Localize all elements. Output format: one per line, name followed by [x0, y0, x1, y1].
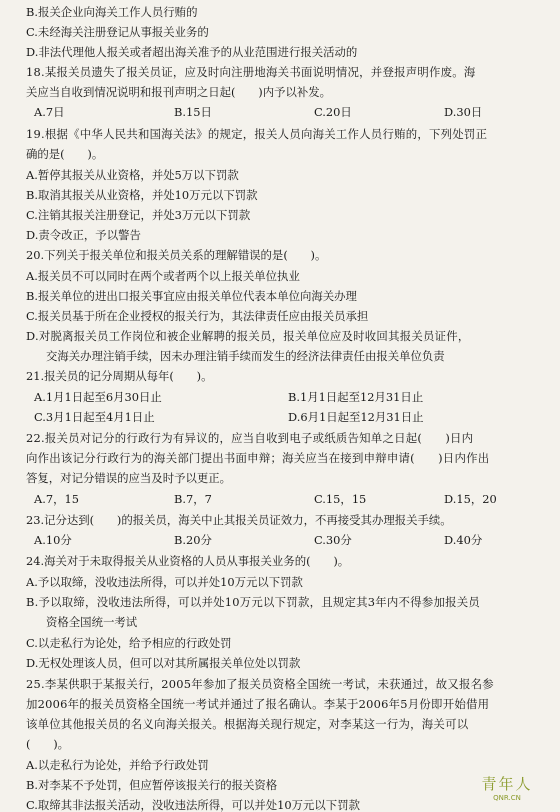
option-b: B.予以取缔，没收违法所得，可以并处10万元以下罚款，且规定其3年内不得参加报关员	[26, 595, 481, 609]
option-a: A.暂停其报关从业资格，并处5万以下罚款	[26, 168, 239, 182]
option-b: B.对李某不予处罚，但应暂停该报关行的报关资格	[26, 778, 278, 792]
question-23-options	[26, 530, 546, 551]
question-21-options-row2	[26, 407, 546, 428]
option-c: C.20日	[314, 105, 352, 119]
option-d: D.责令改正，予以警告	[26, 228, 141, 242]
question-25-stem-cont: 该单位其他报关员的名义向海关报关。根据海关现行规定，对李某这一行为，海关可以	[26, 717, 469, 731]
option-d: D.6月1日起至12月31日止	[288, 410, 424, 424]
question-18-stem: 18.某报关员遗失了报关员证，应及时向注册地海关书面说明情况，并登报声明作废。海	[26, 65, 476, 79]
question-25-stem: 25.李某供职于某报关行，2005年参加了报关员资格全国统一考试，未获通过，故又报名参	[26, 677, 494, 691]
option-b: B.1月1日起至12月31日止	[288, 390, 424, 404]
option-b: B.取消其报关从业资格，并处10万元以下罚款	[26, 188, 258, 202]
question-22-stem-cont: 向作出该记分行政行为的海关部门提出书面申辩；海关应当在接到申辩申请( )日内作出	[26, 451, 490, 465]
option-c: C.30分	[314, 533, 352, 547]
option-d: D.40分	[444, 533, 483, 547]
option-a: A.予以取缔，没收违法所得，可以并处10万元以下罚款	[26, 575, 303, 589]
option-a: A.7，15	[34, 492, 79, 506]
option-c: C.15，15	[314, 492, 367, 506]
question-23-stem: 23.记分达到( )的报关员，海关中止其报关员证效力，不再接受其办理报关手续。	[26, 513, 452, 527]
question-24-stem: 24.海关对于未取得报关从业资格的人员从事报关业务的( )。	[26, 554, 350, 568]
option-d-cont: 交海关办理注销手续，因未办理注销手续而发生的经济法律责任由报关单位负责	[46, 349, 445, 363]
watermark-logo	[472, 773, 542, 802]
option-c: C.注销其报关注册登记，并处3万元以下罚款	[26, 208, 251, 222]
watermark-text: 青年人	[481, 775, 533, 793]
option-a: A.报关员不可以同时在两个或者两个以上报关单位执业	[26, 269, 300, 283]
question-19-stem-cont: 确的是( )。	[26, 147, 104, 161]
option-b: B.20分	[174, 533, 212, 547]
question-25-stem-cont: ( )。	[26, 737, 70, 751]
option-a: A.1月1日起至6月30日止	[34, 390, 162, 404]
option-b: B.15日	[174, 105, 212, 119]
option-c: C.取缔其非法报关活动，没收违法所得，可以并处10万元以下罚款	[26, 798, 360, 812]
option-c: C.以走私行为论处，给予相应的行政处罚	[26, 636, 232, 650]
watermark-url: QNR.CN	[493, 794, 521, 802]
text-line: B.报关企业向海关工作人员行贿的	[26, 5, 198, 19]
question-22-stem-cont: 答复，对记分错误的应当及时予以更正。	[26, 471, 232, 485]
option-c: C.报关员基于所在企业授权的报关行为，其法律责任应由报关员承担	[26, 309, 369, 323]
option-a: A.以走私行为论处，并给予行政处罚	[26, 758, 209, 772]
option-d: D.对脱离报关员工作岗位和被企业解聘的报关员，报关单位应及时收回其报关员证件，	[26, 329, 470, 343]
option-d: D.15，20	[444, 492, 497, 506]
option-b: B.报关单位的进出口报关事宜应由报关单位代表本单位向海关办理	[26, 289, 357, 303]
question-22-options	[26, 489, 546, 510]
question-25-stem-cont: 加2006年的报关员资格全国统一考试并通过了报名确认。李某于2006年5月份即开始借用	[26, 697, 490, 711]
option-a: A.10分	[34, 533, 72, 547]
option-c: C.3月1日起至4月1日止	[34, 410, 155, 424]
text-line: D.非法代理他人报关或者超出海关准予的从业范围进行报关活动的	[26, 45, 358, 59]
question-19-stem: 19.根据《中华人民共和国海关法》的规定，报关人员向海关工作人员行贿的，下列处罚正	[26, 127, 488, 141]
question-18-stem-cont: 关应当自收到情况说明和报刊声明之日起( )内予以补发。	[26, 85, 332, 99]
text-line: C.未经海关注册登记从事报关业务的	[26, 25, 209, 39]
question-18-options	[26, 102, 546, 123]
option-b-cont: 资格全国统一考试	[46, 615, 138, 629]
question-20-stem: 20.下列关于报关单位和报关员关系的理解错误的是( )。	[26, 248, 327, 262]
option-a: A.7日	[34, 105, 65, 119]
question-21-stem: 21.报关员的记分周期从每年( )。	[26, 369, 213, 383]
option-d: D.30日	[444, 105, 483, 119]
question-22-stem: 22.报关员对记分的行政行为有异议的，应当自收到电子或纸质告知单之日起( )日内	[26, 431, 474, 445]
option-b: B.7，7	[174, 492, 212, 506]
question-21-options-row1	[26, 387, 546, 408]
option-d: D.无权处理该人员，但可以对其所属报关单位处以罚款	[26, 656, 301, 670]
